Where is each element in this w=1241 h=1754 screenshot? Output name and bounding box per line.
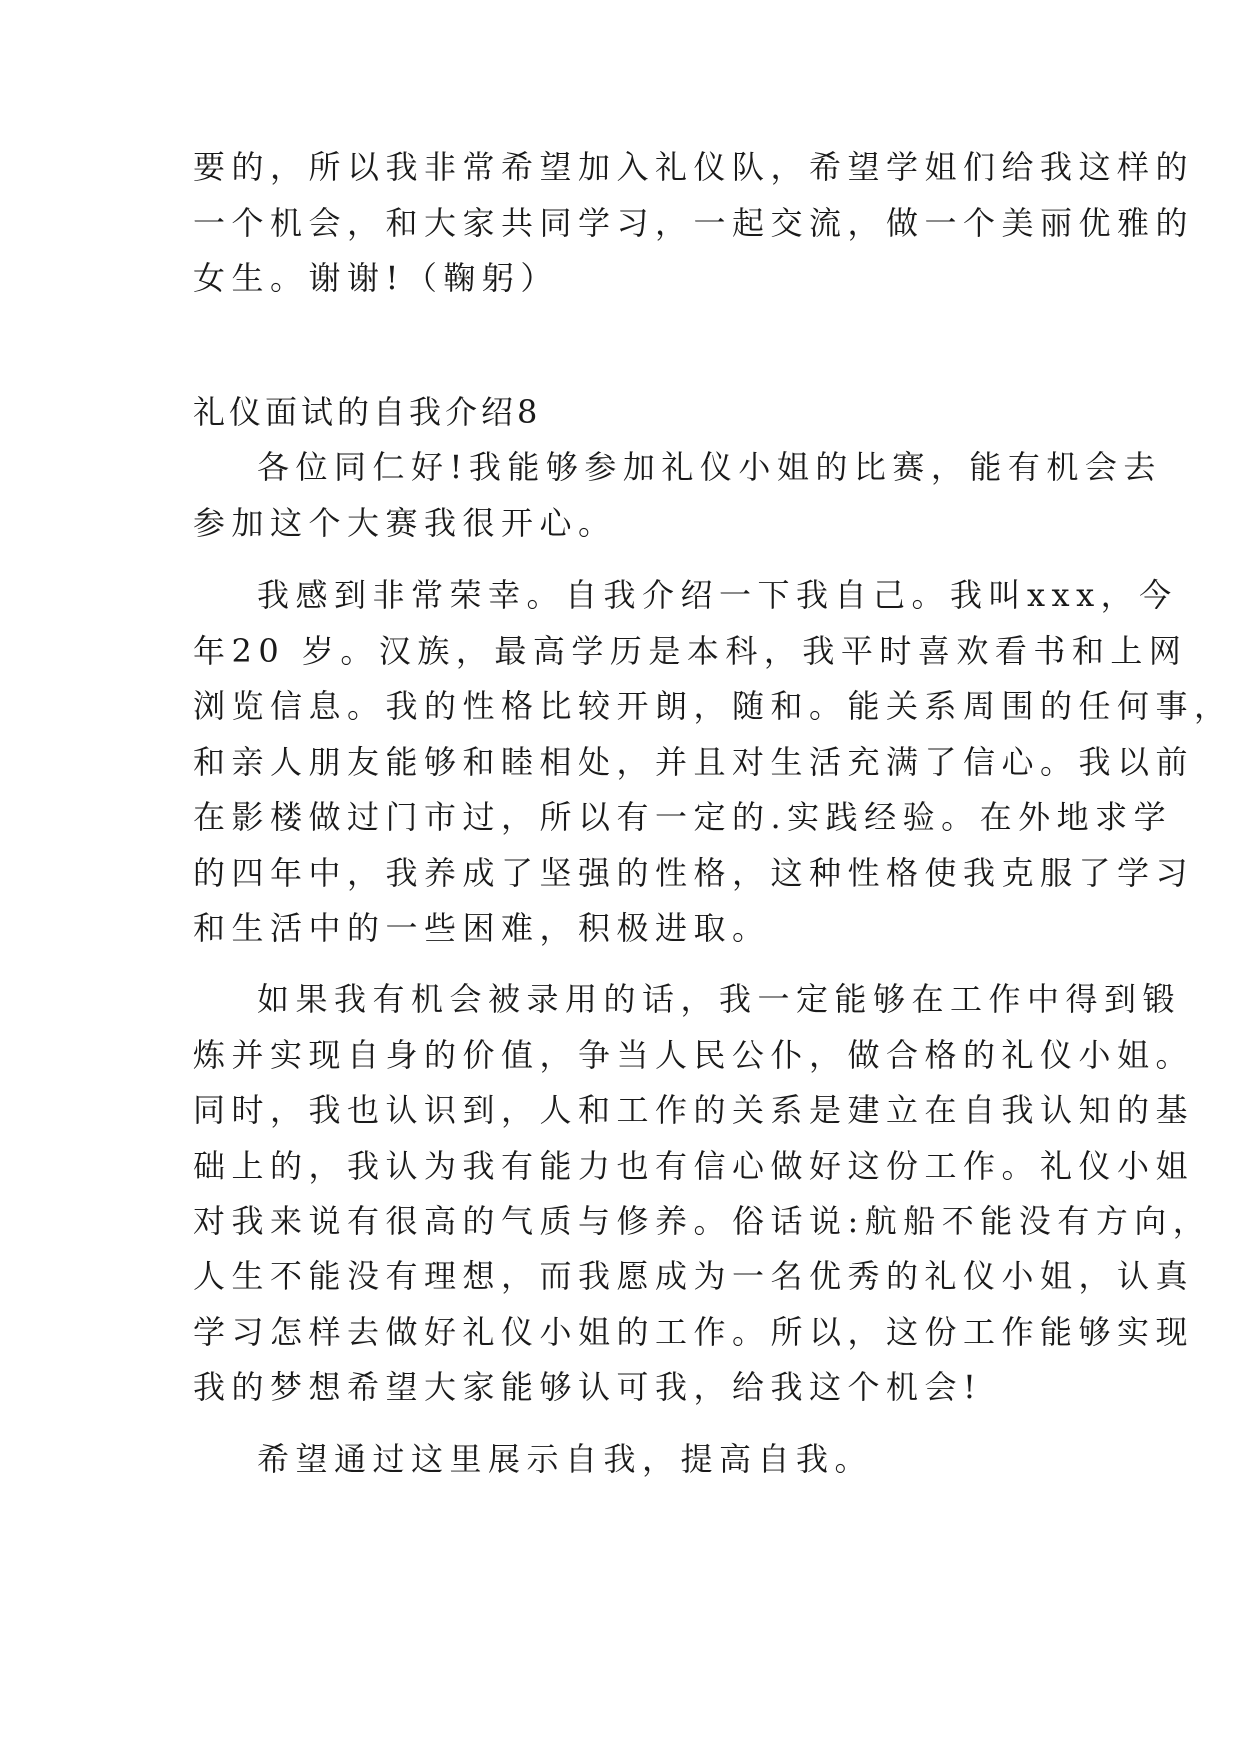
text-line: 一个机会，和大家共同学习，一起交流，做一个美丽优雅的 — [193, 204, 1195, 242]
text-line: 我感到非常荣幸。自我介绍一下我自己。我叫xxx，今 — [257, 576, 1178, 614]
text-line: 础上的，我认为我有能力也有信心做好这份工作。礼仪小姐 — [193, 1147, 1195, 1185]
text-line: 参加这个大赛我很开心。 — [193, 504, 617, 542]
text-line: 各位同仁好!我能够参加礼仪小姐的比赛，能有机会去 — [257, 448, 1162, 486]
text-line: 我的梦想希望大家能够认可我，给我这个机会! — [193, 1368, 983, 1406]
text-line: 和生活中的一些困难，积极进取。 — [193, 909, 771, 947]
text-line: 要的，所以我非常希望加入礼仪队，希望学姐们给我这样的 — [193, 148, 1195, 186]
text-line: 希望通过这里展示自我，提高自我。 — [257, 1440, 874, 1478]
text-line: 炼并实现自身的价值，争当人民公仆，做合格的礼仪小姐。 — [193, 1036, 1195, 1074]
text-line: 学习怎样去做好礼仪小姐的工作。所以，这份工作能够实现 — [193, 1313, 1195, 1351]
text-line: 人生不能没有理想，而我愿成为一名优秀的礼仪小姐，认真 — [193, 1257, 1195, 1295]
text-line: 的四年中，我养成了坚强的性格，这种性格使我克服了学习 — [193, 854, 1195, 892]
text-line: 同时，我也认识到，人和工作的关系是建立在自我认知的基 — [193, 1091, 1195, 1129]
text-line: 浏览信息。我的性格比较开朗，随和。能关系周围的任何事， — [193, 687, 1233, 725]
text-line: 在影楼做过门市过，所以有一定的.实践经验。在外地求学 — [193, 798, 1173, 836]
text-line: 年20 岁。汉族，最高学历是本科，我平时喜欢看书和上网 — [193, 632, 1188, 670]
text-line: 对我来说有很高的气质与修养。俗话说:航船不能没有方向， — [193, 1202, 1212, 1240]
text-line: 如果我有机会被录用的话，我一定能够在工作中得到锻 — [257, 980, 1182, 1018]
text-line: 和亲人朋友能够和睦相处，并且对生活充满了信心。我以前 — [193, 743, 1195, 781]
section-title: 礼仪面试的自我介绍8 — [193, 393, 542, 431]
text-line: 女生。谢谢!（鞠躬） — [193, 259, 559, 297]
